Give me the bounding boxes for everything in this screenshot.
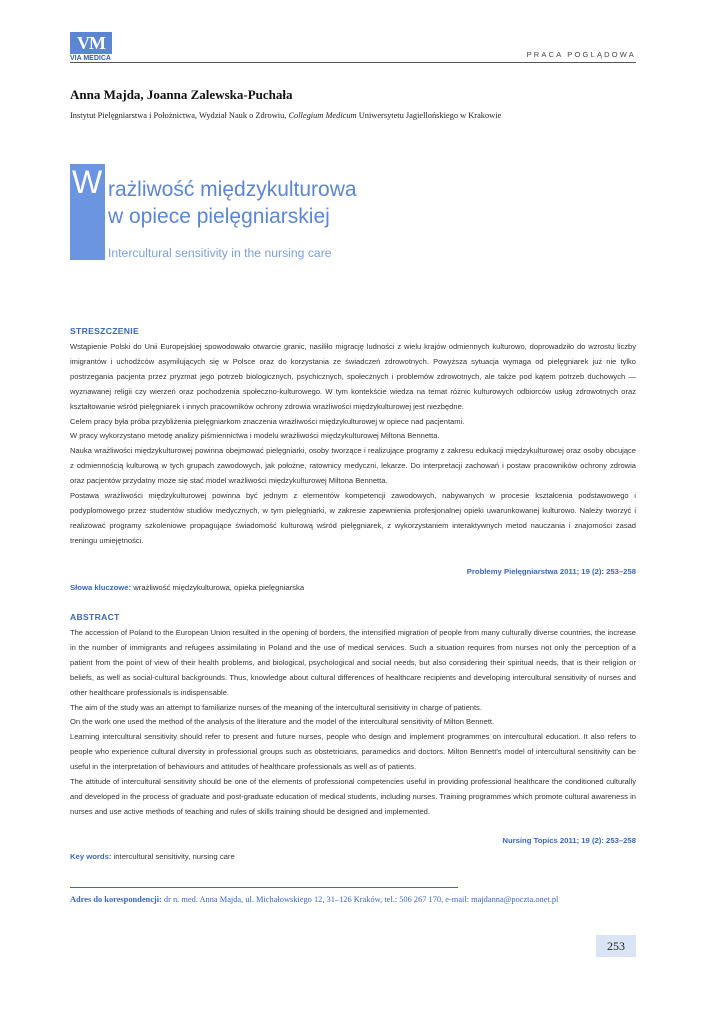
streszczenie-paragraph: Nauka wrażliwości międzykulturowej powinna obejmować pielęgniarki, osoby tworzące i realizujące programy z zakresu edukacji międzykulturowej oraz osoby obcujące z odmiennością kulturową w tych grupach zawodowych, jak położne, ratownicy medyczni, lekarze. Do interpretacji zachowań i postaw pracowników ochrony zdrowia oraz pacjentów przydatny może się stać model wrażliwości międzykulturowej Miltona Bennetta. — [70, 446, 636, 486]
streszczenie-paragraph: Celem pracy była próba przybliżenia pielęgniarkom znaczenia wrażliwości międzykulturowej w opiece nad pacjentami. — [70, 416, 465, 426]
affiliation-part: Instytut Pielęgniarstwa i Położnictwa, Wydział Nauk o Zdrowiu, — [70, 111, 289, 120]
keywords-value: intercultural sensitivity, nursing care — [111, 852, 235, 861]
abstract-paragraph: On the work one used the method of the analysis of the literature and the model of the intercultural sensitivity of Milton Bennett. — [70, 717, 495, 727]
drop-cap-letter: W — [72, 164, 103, 200]
abstract-paragraph: The attitude of intercultural sensitivity should be one of the elements of professional competencies useful in providing professional healthcare the conditioned culturally and developed in the process of graduate and post-graduate education of medical students, including nurses. Training programmes which promote cultural awareness in nurses and use active methods of teaching and rules of skills training should be designed and implemented. — [70, 777, 636, 816]
abstract-body — [70, 626, 636, 820]
section-label: PRACA POGLĄDOWA — [526, 50, 636, 59]
title-line-2: w opiece pielęgniarskiej — [108, 205, 330, 228]
affiliation-italic: Collegium Medicum — [288, 111, 357, 120]
streszczenie-body — [70, 340, 636, 549]
streszczenie-citation: Problemy Pielęgniarstwa 2011; 19 (2): 253–258 — [466, 567, 636, 576]
title-line-1: rażliwość międzykulturowa — [108, 178, 357, 201]
address-label: Adres do korespondencji: — [70, 895, 162, 904]
page-number: 253 — [596, 935, 636, 957]
streszczenie-heading: STRESZCZENIE — [70, 326, 140, 336]
streszczenie-keywords — [70, 583, 304, 592]
via-medica-logo — [70, 32, 116, 62]
abstract-paragraph: The aim of the study was an attempt to familiarize nurses of the meaning of the intercultural sensitivity in charge of patients. — [70, 702, 482, 712]
streszczenie-paragraph: Postawa wrażliwości międzykulturowej powinna być jednym z elementów kompetencji zawodowych, nabywanych w procesie kształcenia podstawowego i podyplomowego przez studentów studiów medycznych, w tym pielęgniarki, w zakresie zapewnienia profesjonalnej opieki uwarunkowanej kulturowo. Należy tworzyć i realizować programy szkoleniowe propagujące świadomość kulturową wśród pielęgniarek, z wykorzystaniem interaktywnych metod nauczania i znajomości zasad treningu umiejętności. — [70, 491, 636, 545]
english-title: Intercultural sensitivity in the nursing care — [108, 246, 332, 260]
address-value: dr n. med. Anna Majda, ul. Michałowskiego 12, 31–126 Kraków, tel.: 506 267 170, e-mail: majdanna@poczta.onet.pl — [161, 895, 559, 904]
keywords-value: wrażliwość międzykulturowa, opieka pielęgniarska — [131, 583, 305, 592]
abstract-paragraph: The accession of Poland to the European Union resulted in the opening of borders, the intensified migration of people from many culturally diverse countries, the increase in the number of immigrants and refugees assimilating in Poland and the use of medical services. Such a situation requires from nurses not only the perception of a patient from the point of view of their health problems, and biological, psychological and social needs, but also considering their spiritual needs, that is their religion or beliefs, as well as social-cultural backgrounds. Thus, knowledge about cultural differences of healthcare recipients and developing intercultural sensitivity of nurses and other healthcare professionals is indispensable. — [70, 628, 636, 697]
article-title — [108, 176, 357, 230]
header-divider — [70, 62, 636, 63]
streszczenie-paragraph: Wstąpienie Polski do Unii Europejskiej spowodowało otwarcie granic, nasiliło migrację ludności z wielu krajów odmiennych kulturowo, doprowadziło do wzrostu liczby imigrantów i uchodźców asymilujących się w Polsce oraz do korzystania ze świadczeń zdrowotnych. Powyższa sytuacja wymaga od pielęgniarek już nie tylko postrzegania pacjenta przez pryzmat jego potrzeb biologicznych, psychicznych, społecznych i problemów zdrowotnych, ale także pod kątem potrzeb duchowych — wyznawanej religii czy wierzeń oraz pochodzenia społeczno-kulturowego. W tym kontekście wiedza na temat różnic kulturowych odbiorców usług zdrowotnych oraz kształtowanie wśród pielęgniarek i innych pracowników ochrony zdrowia wrażliwości międzykulturowej jest niezbędne. — [70, 342, 636, 411]
affiliation-part: Uniwersytetu Jagiellońskiego w Krakowie — [356, 111, 502, 120]
authors: Anna Majda, Joanna Zalewska-Puchała — [70, 87, 293, 102]
correspondence-address — [70, 895, 558, 904]
abstract-paragraph: Learning intercultural sensitivity should refer to present and future nurses, people who design and implement programmes on intercultural education. It also refers to people who experience cultural diversity in professional groups such as obstetricians, paramedics and doctors. Milton Bennett's model of intercultural sensitivity can be useful in the interpretation of behaviours and attitudes of healthcare professionals as well as of patients. — [70, 732, 636, 772]
abstract-citation: Nursing Topics 2011; 19 (2): 253–258 — [502, 836, 636, 845]
keywords-label: Key words: — [70, 852, 112, 861]
streszczenie-paragraph: W pracy wykorzystano metodę analizy piśmiennictwa i modelu wrażliwości międzykulturowej Miltona Bennetta. — [70, 431, 440, 441]
keywords-label: Słowa kluczowe: — [70, 583, 132, 592]
footer-divider — [70, 887, 458, 888]
logo-text: VIA MEDICA — [70, 55, 111, 62]
abstract-keywords — [70, 852, 235, 861]
affiliation — [70, 111, 501, 120]
logo-mark: VM — [70, 32, 112, 54]
abstract-heading: ABSTRACT — [70, 612, 120, 622]
